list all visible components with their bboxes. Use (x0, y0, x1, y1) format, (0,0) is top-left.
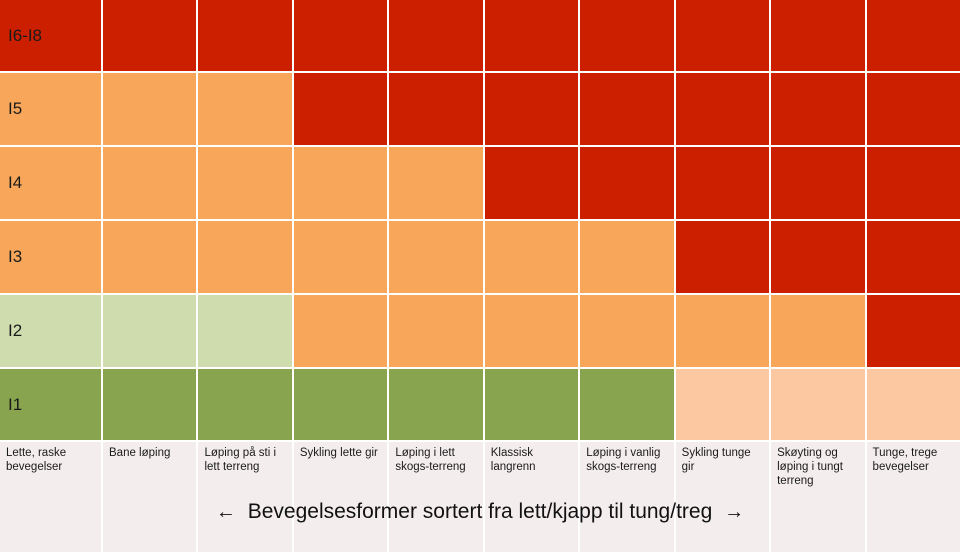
matrix-cell (103, 0, 196, 71)
matrix-cell (198, 295, 291, 367)
right-arrow-icon: → (724, 501, 745, 523)
movement-label: Løping i vanlig skogs-terreng (580, 442, 673, 552)
matrix-cell (580, 221, 673, 293)
level-cell (0, 0, 101, 71)
matrix-cell (389, 147, 482, 219)
matrix-cell (580, 73, 673, 145)
matrix-cell (676, 0, 769, 71)
level-cell (0, 369, 101, 440)
matrix-cell (389, 295, 482, 367)
level-label: I1 (8, 394, 23, 414)
matrix-cell (485, 0, 578, 71)
matrix-cell (771, 73, 864, 145)
matrix-cell (389, 369, 482, 440)
matrix-cell (294, 369, 387, 440)
movement-label: Skøyting og løping i tungt terreng (771, 442, 864, 552)
level-cell (0, 295, 101, 367)
matrix-cell (771, 0, 864, 71)
matrix-cell (867, 147, 960, 219)
matrix-cell (389, 221, 482, 293)
matrix-cell (867, 295, 960, 367)
matrix-cell (580, 295, 673, 367)
movement-label: Sykling lette gir (294, 442, 387, 552)
matrix-cell (485, 221, 578, 293)
matrix-cell (294, 0, 387, 71)
matrix-cell (198, 369, 291, 440)
level-cell (0, 73, 101, 145)
movement-label: Sykling tunge gir (676, 442, 769, 552)
level-label: I4 (8, 173, 23, 192)
matrix-cell (389, 0, 482, 71)
matrix-cell (389, 73, 482, 145)
axis-caption-text: Bevegelsesformer sortert fra lett/kjapp til tung/treg (247, 500, 713, 523)
movement-label: Klassisk langrenn (485, 442, 578, 552)
matrix-cell (771, 295, 864, 367)
matrix-cell (103, 221, 196, 293)
level-cell (0, 221, 101, 293)
level-label: I3 (8, 247, 23, 266)
axis-caption (0, 500, 960, 524)
matrix-cell (198, 147, 291, 219)
matrix-cell (294, 147, 387, 219)
matrix-cell (485, 147, 578, 219)
matrix-cell (580, 147, 673, 219)
matrix-cell (676, 221, 769, 293)
matrix-cell (103, 147, 196, 219)
movement-label: Løping på sti i lett terreng (198, 442, 291, 552)
movement-label: Lette, raske bevegelser (0, 442, 101, 552)
matrix-cell (580, 0, 673, 71)
movement-label: Bane løping (103, 442, 196, 552)
matrix-cell (103, 369, 196, 440)
matrix-cell (867, 0, 960, 71)
matrix-cell (103, 73, 196, 145)
matrix-cell (676, 147, 769, 219)
matrix-cell (676, 73, 769, 145)
movement-label: Tunge, trege bevegelser (867, 442, 960, 552)
matrix-cell (771, 221, 864, 293)
matrix-cell (771, 369, 864, 440)
matrix-cell (198, 73, 291, 145)
left-arrow-icon: ← (215, 501, 236, 523)
matrix-cell (485, 369, 578, 440)
matrix-cell (580, 369, 673, 440)
matrix-cell (103, 295, 196, 367)
level-label: I6-I8 (8, 25, 43, 45)
matrix-cell (867, 369, 960, 440)
matrix-cell (676, 295, 769, 367)
matrix-cell (198, 0, 291, 71)
matrix-cell (294, 73, 387, 145)
matrix-cell (485, 73, 578, 145)
level-label: I5 (8, 99, 23, 118)
matrix-cell (771, 147, 864, 219)
matrix-cell (676, 369, 769, 440)
matrix-cell (294, 295, 387, 367)
matrix-cell (198, 221, 291, 293)
matrix-cell (867, 73, 960, 145)
level-cell (0, 147, 101, 219)
matrix-cell (867, 221, 960, 293)
level-label: I2 (8, 321, 23, 340)
matrix-cell (485, 295, 578, 367)
movement-label: Løping i lett skogs-terreng (389, 442, 482, 552)
matrix-cell (294, 221, 387, 293)
